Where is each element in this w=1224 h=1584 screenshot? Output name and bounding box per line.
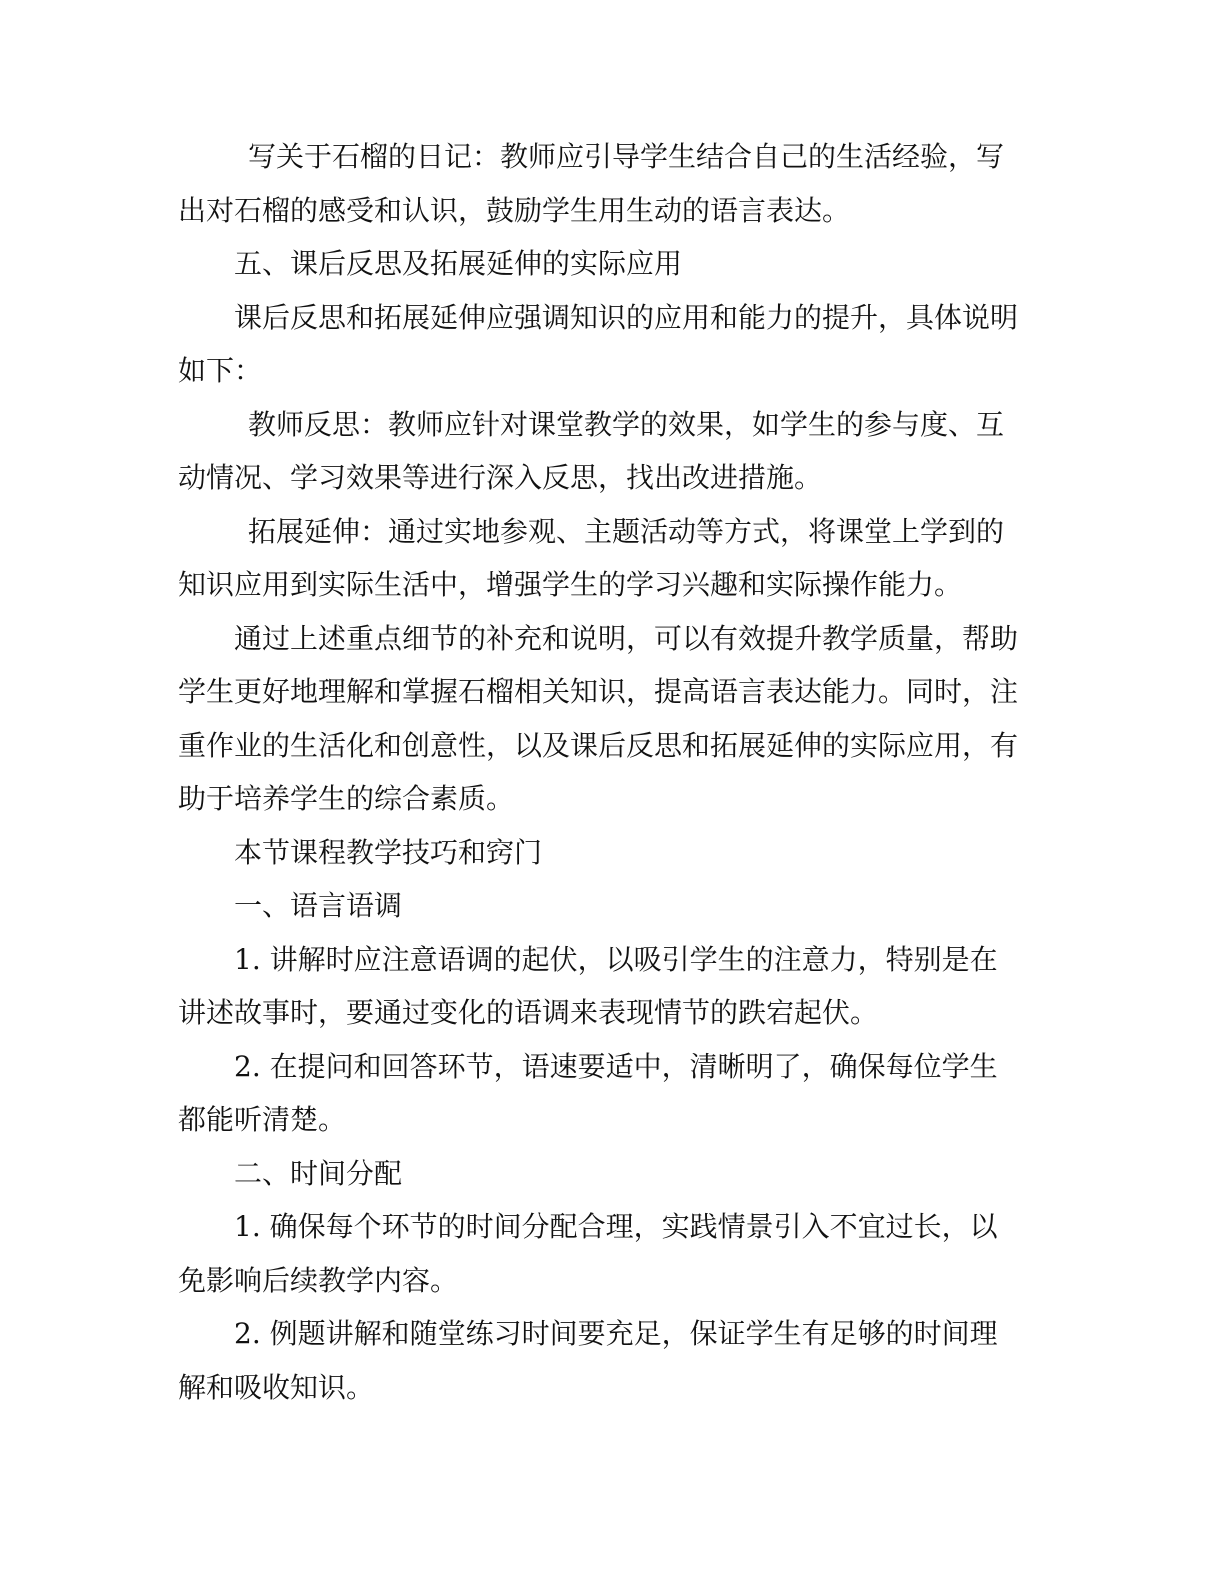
- section-heading-reflection-extension: 五、课后反思及拓展延伸的实际应用: [234, 247, 683, 280]
- list-item-tone-1: 1. 讲解时应注意语调的起伏，以吸引学生的注意力，特别是在讲述故事时，要通过变化的语调来表现情节的跌宕起伏。: [178, 942, 998, 1029]
- list-item-time-2: 2. 例题讲解和随堂练习时间要充足，保证学生有足够的时间理解和吸收知识。: [178, 1317, 998, 1404]
- paragraph-reflection-intro: 课后反思和拓展延伸应强调知识的应用和能力的提升，具体说明如下：: [178, 300, 1019, 387]
- subheading-time-allocation: 二、时间分配: [234, 1156, 403, 1190]
- paragraph-diary-assignment: 写关于石榴的日记：教师应引导学生结合自己的生活经验，写出对石榴的感受和认识，鼓励学生用生动的语言表达。: [178, 140, 1005, 227]
- paragraph-extension: 拓展延伸：通过实地参观、主题活动等方式，将课堂上学到的知识应用到实际生活中，增强学生的学习兴趣和实际操作能力。: [178, 514, 1005, 601]
- list-item-time-1: 1. 确保每个环节的时间分配合理，实践情景引入不宜过长，以免影响后续教学内容。: [178, 1210, 998, 1297]
- paragraph-teacher-reflection: 教师反思：教师应针对课堂教学的效果，如学生的参与度、互动情况、学习效果等进行深入反思，找出改进措施。: [178, 407, 1005, 494]
- subheading-language-tone: 一、语言语调: [234, 889, 403, 922]
- section-heading-teaching-tips: 本节课程教学技巧和窍门: [234, 835, 543, 869]
- list-item-tone-2: 2. 在提问和回答环节，语速要适中，清晰明了，确保每位学生都能听清楚。: [178, 1049, 998, 1136]
- document-body: [178, 130, 1024, 1414]
- paragraph-summary: 通过上述重点细节的补充和说明，可以有效提升教学质量，帮助学生更好地理解和掌握石榴相关知识，提高语言表达能力。同时，注重作业的生活化和创意性，以及课后反思和拓展延伸的实际应用，有助于培养学生的综合素质。: [178, 621, 1019, 815]
